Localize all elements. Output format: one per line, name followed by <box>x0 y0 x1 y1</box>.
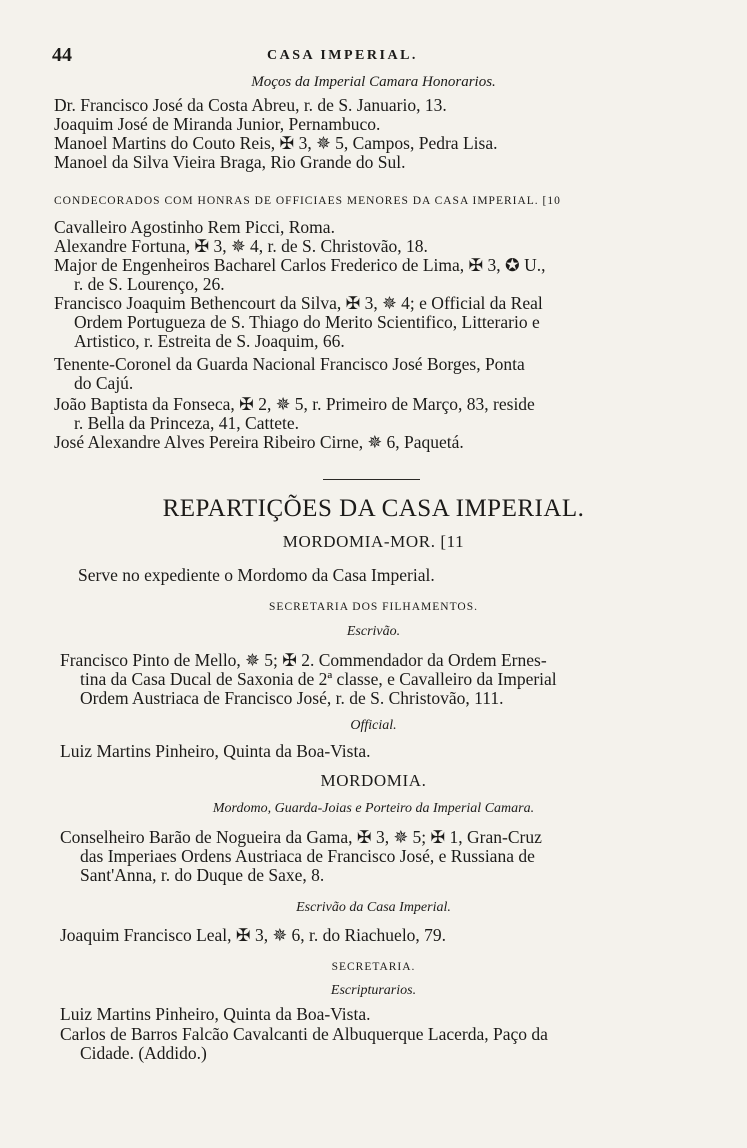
entry-line: Dr. Francisco José da Costa Abreu, r. de S. Januario, 13. <box>54 95 447 115</box>
intro-line: Serve no expediente o Mordomo da Casa Imperial. <box>78 565 435 585</box>
entry-line: Major de Engenheiros Bacharel Carlos Frederico de Lima, ✠ 3, ✪ U., <box>54 255 546 275</box>
entry-line: Conselheiro Barão de Nogueira da Gama, ✠ 3, ✵ 5; ✠ 1, Gran-Cruz <box>60 827 542 847</box>
entry-line: Alexandre Fortuna, ✠ 3, ✵ 4, r. de S. Christovão, 18. <box>54 236 428 256</box>
entry-line: Francisco Pinto de Mello, ✵ 5; ✠ 2. Commendador da Ordem Ernes- <box>60 650 547 670</box>
entry-line: Ordem Portugueza de S. Thiago do Merito Scientifico, Litterario e <box>74 312 540 332</box>
heading-mordomia: MORDOMIA. <box>320 771 427 790</box>
label-official: Official. <box>350 718 397 733</box>
entry-line: r. Bella da Princeza, 41, Cattete. <box>74 413 299 433</box>
section-heading-mocos: Moços da Imperial Camara Honorarios. <box>251 74 496 90</box>
page-number: 44 <box>52 44 72 66</box>
label-escrivao: Escrivão. <box>346 624 401 639</box>
entry-line: Luiz Martins Pinheiro, Quinta da Boa-Vista. <box>60 1004 371 1024</box>
entry-line: José Alexandre Alves Pereira Ribeiro Cirne, ✵ 6, Paquetá. <box>54 432 464 452</box>
entry-line: Joaquim Francisco Leal, ✠ 3, ✵ 6, r. do Riachuelo, 79. <box>60 925 447 945</box>
entry-line: João Baptista da Fonseca, ✠ 2, ✵ 5, r. Primeiro de Março, 83, reside <box>54 394 535 414</box>
running-title: CASA IMPERIAL. <box>267 48 418 63</box>
entry-line: Cavalleiro Agostinho Rem Picci, Roma. <box>54 217 335 237</box>
entry-line: Sant'Anna, r. do Duque de Saxe, 8. <box>80 865 325 885</box>
heading-secretaria: SECRETARIA. <box>331 961 416 973</box>
entry-line: Francisco Joaquim Bethencourt da Silva, ✠ 3, ✵ 4; e Official da Real <box>54 293 543 313</box>
entry-line: Manoel da Silva Vieira Braga, Rio Grande do Sul. <box>54 152 406 172</box>
entry-line: Joaquim José de Miranda Junior, Pernambuco. <box>54 114 381 134</box>
label-escripturarios: Escripturarios. <box>330 983 417 998</box>
label-mordomo-roles: Mordomo, Guarda-Joias e Porteiro da Imperial Camara. <box>212 801 535 816</box>
label-escrivao-casa: Escrivão da Casa Imperial. <box>296 900 451 915</box>
section-divider <box>323 479 420 480</box>
entry-line: Carlos de Barros Falcão Cavalcanti de Albuquerque Lacerda, Paço da <box>60 1024 548 1044</box>
entry-line: Tenente-Coronel da Guarda Nacional Francisco José Borges, Ponta <box>54 354 525 374</box>
section-heading-condecorados: CONDECORADOS COM HONRAS DE OFFICIAES MENORES DA CASA IMPERIAL. [10 <box>54 195 561 207</box>
entry-line: Ordem Austriaca de Francisco José, r. de S. Christovão, 111. <box>80 688 504 708</box>
entry-line: Luiz Martins Pinheiro, Quinta da Boa-Vista. <box>60 741 371 761</box>
subtitle-mordomia-mor: MORDOMIA-MOR. [11 <box>282 532 465 551</box>
entry-line: Manoel Martins do Couto Reis, ✠ 3, ✵ 5, Campos, Pedra Lisa. <box>54 133 498 153</box>
entry-line: r. de S. Lourenço, 26. <box>74 274 225 294</box>
entry-line: das Imperiaes Ordens Austriaca de Francisco José, e Russiana de <box>80 846 535 866</box>
main-title: REPARTIÇÕES DA CASA IMPERIAL. <box>162 495 585 522</box>
entry-line: tina da Casa Ducal de Saxonia de 2ª classe, e Cavalleiro da Imperial <box>80 669 557 689</box>
entry-line: Cidade. (Addido.) <box>80 1043 207 1063</box>
entry-line: Artistico, r. Estreita de S. Joaquim, 66. <box>74 331 345 351</box>
page-header <box>52 44 692 66</box>
heading-secretaria-filhamentos: SECRETARIA DOS FILHAMENTOS. <box>269 601 478 613</box>
entry-line: do Cajú. <box>74 373 134 393</box>
